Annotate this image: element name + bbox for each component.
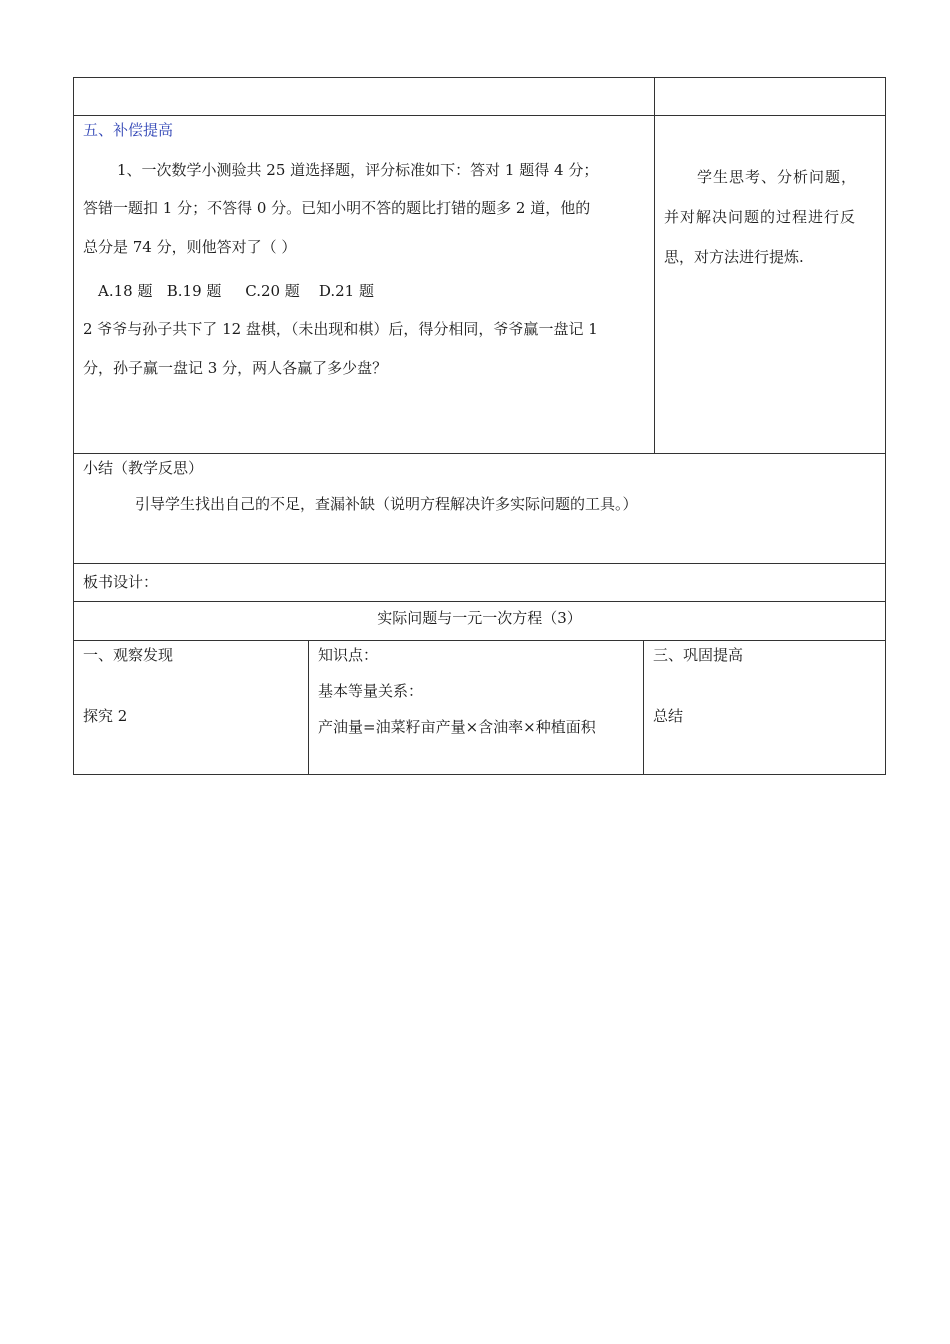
board-col1-cell — [73, 640, 309, 775]
consolidate-heading: 三、巩固提高 — [653, 646, 744, 664]
formula-text: 产油量=油菜籽亩产量×含油率×种植面积 — [318, 718, 596, 736]
relation-heading: 基本等量关系： — [318, 682, 424, 700]
summary-cell — [73, 453, 886, 564]
summary-heading: 小结（教学反思） — [83, 459, 204, 477]
knowledge-heading: 知识点： — [318, 646, 379, 664]
section5-main-cell — [73, 115, 655, 454]
empty-cell-left — [73, 77, 655, 116]
question2-line1: 2 爷爷与孙子共下了 12 盘棋，（未出现和棋）后，得分相同，爷爷赢一盘记 1 — [83, 320, 598, 338]
section5-heading: 五、补偿提高 — [83, 121, 174, 139]
summary-text: 引导学生找出自己的不足，查漏补缺（说明方程解决许多实际问题的工具。） — [135, 495, 638, 513]
side-note-line2: 并对解决问题的过程进行反 — [664, 208, 857, 226]
board-col2-cell — [308, 640, 644, 775]
explore-label: 探究 2 — [83, 707, 128, 725]
observe-heading: 一、观察发现 — [83, 646, 174, 664]
question1-options: A.18 题 B.19 题 C.20 题 D.21 题 — [98, 282, 374, 300]
board-col3-cell — [643, 640, 886, 775]
section5-side-cell — [654, 115, 886, 454]
board-heading-cell — [73, 563, 886, 602]
empty-cell-right — [654, 77, 886, 116]
question1-line3: 总分是 74 分，则他答对了（ ） — [83, 238, 297, 256]
question2-line2: 分，孙子赢一盘记 3 分，两人各赢了多少盘？ — [83, 359, 388, 377]
question1-line1: 1、一次数学小测验共 25 道选择题，评分标准如下：答对 1 题得 4 分； — [117, 161, 599, 179]
lesson-plan-table — [73, 77, 886, 775]
question1-line2: 答错一题扣 1 分；不答得 0 分。已知小明不答的题比打错的题多 2 道，他的 — [83, 199, 591, 217]
side-note-line3: 思，对方法进行提炼. — [664, 248, 804, 266]
board-heading: 板书设计： — [83, 573, 159, 591]
board-title: 实际问题与一元一次方程（3） — [377, 609, 582, 627]
board-title-cell — [73, 601, 886, 641]
side-note-line1: 学生思考、分析问题， — [697, 168, 858, 186]
conclusion-label: 总结 — [653, 707, 684, 725]
